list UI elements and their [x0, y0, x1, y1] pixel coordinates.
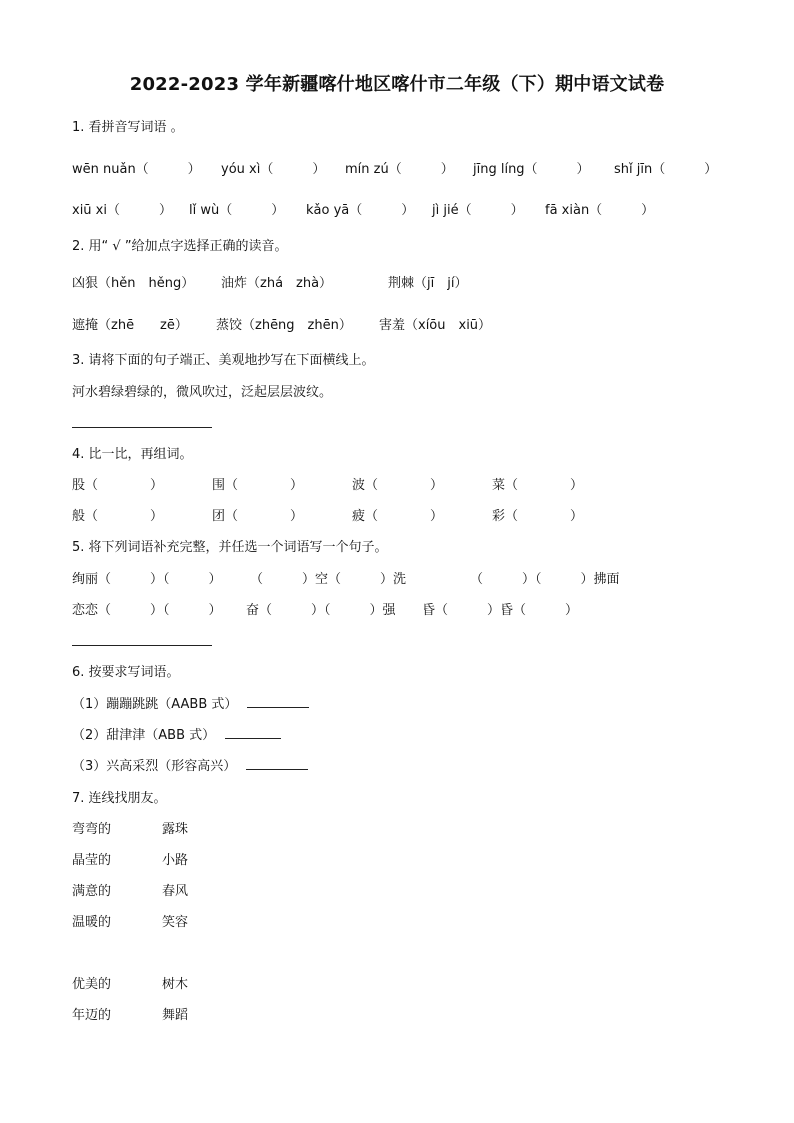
q4-item: 波（ ） [352, 478, 444, 493]
q5-item: （ ）空（ ）洗 [250, 572, 407, 587]
q6-item [72, 755, 308, 774]
q6-item-label: （1）蹦蹦跳跳（AABB 式） [72, 697, 238, 712]
q6-blank[interactable] [247, 695, 309, 708]
q2-item: 油炸（zhá zhà） [221, 276, 333, 291]
q1-item: lǐ wù（ ） [189, 203, 285, 218]
q4-item: 菜（ ） [492, 478, 584, 493]
q4-item: 疲（ ） [352, 509, 444, 524]
q7-right-item[interactable]: 春风 [162, 884, 189, 899]
q2-item: 遮掩（zhē zē） [72, 318, 188, 333]
q2-item: 蒸饺（zhēng zhēn） [216, 318, 352, 333]
q5-item: 奋（ ）（ ）强 [246, 603, 396, 618]
q5-item: （ ）（ ）拂面 [470, 572, 620, 587]
q6-blank[interactable] [225, 726, 281, 739]
q6-item [72, 724, 281, 743]
q4-heading: 4. 比一比，再组词。 [72, 447, 193, 462]
q6-heading: 6. 按要求写词语。 [72, 665, 180, 680]
page-title: 2022-2023 学年新疆喀什地区喀什市二年级（下）期中语文试卷 [129, 74, 665, 95]
q5-heading: 5. 将下列词语补充完整，并任选一个词语写一个句子。 [72, 540, 388, 555]
q1-item: yóu xì（ ） [221, 162, 326, 177]
q4-item: 团（ ） [212, 509, 304, 524]
q4-item: 围（ ） [212, 478, 304, 493]
q7-right-item[interactable]: 小路 [162, 853, 189, 868]
q4-item: 般（ ） [72, 509, 164, 524]
q7-left-item[interactable]: 晶莹的 [72, 853, 112, 868]
q4-item: 彩（ ） [492, 509, 584, 524]
q5-item: 恋恋（ ）（ ） [72, 603, 222, 618]
q7-left-item[interactable]: 弯弯的 [72, 822, 112, 837]
q1-item: mín zú（ ） [345, 162, 454, 177]
q7-right-item[interactable]: 笑容 [162, 915, 189, 930]
q1-item: kǎo yā（ ） [306, 203, 415, 218]
q3-sentence: 河水碧绿碧绿的，微风吹过，泛起层层波纹。 [72, 385, 333, 400]
q1-item: fā xiàn（ ） [545, 203, 655, 218]
q7-right-item[interactable]: 舞蹈 [162, 1008, 189, 1023]
q7-left-item[interactable]: 优美的 [72, 977, 112, 992]
q5-answer-line[interactable] [72, 645, 212, 646]
q2-heading: 2. 用“ √ ”给加点字选择正确的读音。 [72, 239, 288, 254]
q2-item: 荆棘（jī jí） [388, 276, 468, 291]
q1-item: shǐ jīn（ ） [614, 162, 718, 177]
q5-item: 昏（ ）昏（ ） [422, 603, 579, 618]
q1-heading: 1. 看拼音写词语 。 [72, 120, 184, 135]
q1-item: jì jié（ ） [432, 203, 524, 218]
q5-item: 绚丽（ ）（ ） [72, 572, 222, 587]
q7-right-item[interactable]: 露珠 [162, 822, 189, 837]
q1-item: xiū xi（ ） [72, 203, 172, 218]
q6-item-label: （3）兴高采烈（形容高兴） [72, 759, 237, 774]
q1-item: wēn nuǎn（ ） [72, 162, 201, 177]
q3-answer-line[interactable] [72, 427, 212, 428]
q7-left-item[interactable]: 满意的 [72, 884, 112, 899]
q2-item: 凶狠（hěn hěng） [72, 276, 195, 291]
q1-item: jīng líng（ ） [473, 162, 590, 177]
q7-left-item[interactable]: 温暖的 [72, 915, 112, 930]
q7-right-item[interactable]: 树木 [162, 977, 189, 992]
q6-blank[interactable] [246, 757, 308, 770]
q2-item: 害羞（xíōu xiū） [379, 318, 492, 333]
q4-item: 股（ ） [72, 478, 164, 493]
q6-item [72, 693, 309, 712]
q7-heading: 7. 连线找朋友。 [72, 791, 167, 806]
q7-left-item[interactable]: 年迈的 [72, 1008, 112, 1023]
q6-item-label: （2）甜津津（ABB 式） [72, 728, 216, 743]
q3-heading: 3. 请将下面的句子端正、美观地抄写在下面横线上。 [72, 353, 375, 368]
